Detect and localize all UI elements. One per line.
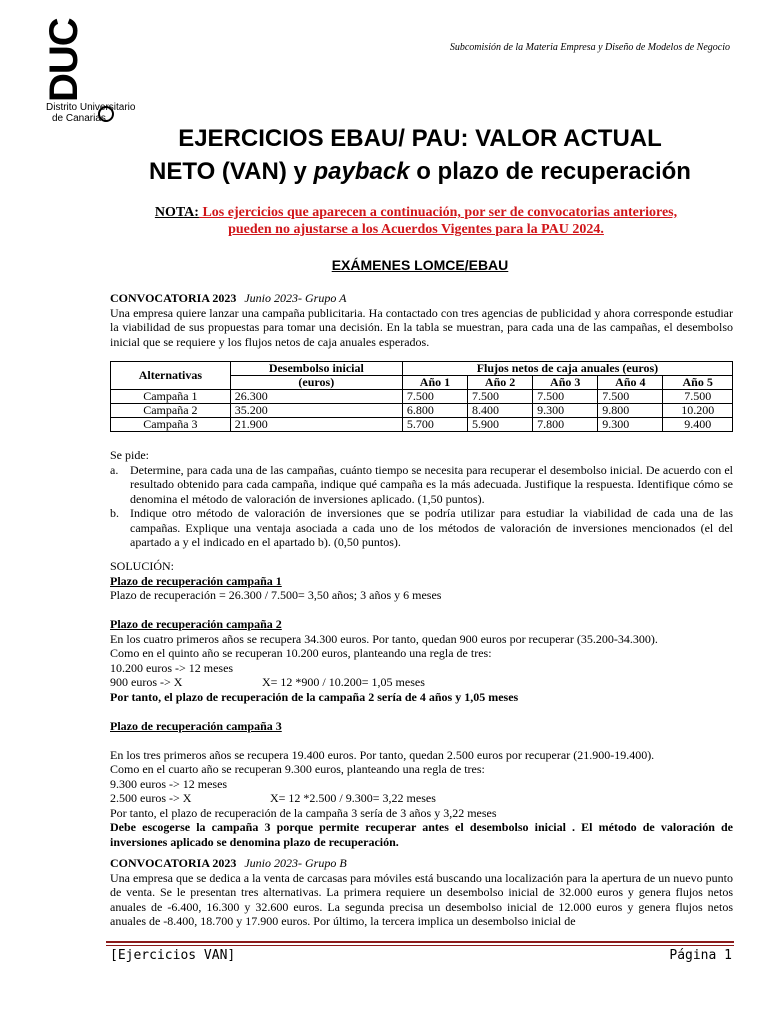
table-row: Campaña 2 35.200 6.800 8.400 9.300 9.800 10.200 bbox=[111, 404, 733, 418]
c3-line: Por tanto, el plazo de recuperación de la campaña 3 sería de 3 años y 3,22 meses bbox=[110, 805, 497, 820]
th-flujos: Flujos netos de caja anuales (euros) bbox=[402, 362, 732, 376]
c2-title: Plazo de recuperación campaña 2 bbox=[110, 617, 282, 631]
conv1-heading: CONVOCATORIA 2023 Junio 2023- Grupo A bbox=[110, 291, 347, 305]
c1-line: Plazo de recuperación = 26.300 / 7.500= 3,50 años; 3 años y 6 meses bbox=[110, 588, 442, 602]
c2-line: En los cuatro primeros años se recupera 34.300 euros. Por tanto, quedan 900 euros por recuperar (35.200-34.300). bbox=[110, 631, 658, 646]
nota-line2: pueden no ajustarse a los Acuerdos Vigentes para la PAU 2024. bbox=[228, 222, 604, 237]
conv2-block bbox=[110, 856, 733, 929]
c3-conclusion: Debe escogerse la campaña 3 porque permite recuperar antes el desembolso inicial . El método de valoración de inversiones aplicado se denomina plazo de recuperación. bbox=[110, 820, 733, 849]
section-title: EXÁMENES LOMCE/EBAU bbox=[331, 257, 509, 273]
campaigns-table bbox=[110, 361, 733, 432]
solucion-label: SOLUCIÓN: bbox=[110, 559, 175, 573]
th-year: Año 4 bbox=[598, 376, 663, 390]
nota-block bbox=[110, 204, 722, 238]
page-title-line1: EJERCICIOS EBAU/ PAU: VALOR ACTUAL bbox=[178, 125, 662, 152]
seal-icon bbox=[98, 106, 114, 122]
nota-line1: Los ejercicios que aparecen a continuación, por ser de convocatorias anteriores, bbox=[198, 205, 678, 220]
th-euros: (euros) bbox=[230, 376, 402, 390]
conv2-intro: Una empresa que se dedica a la venta de carcasas para móviles está buscando una localización para la apertura de un nuevo punto de venta. Se le presentan tres alternativas. La primera requiere un desembolso inicial de 32.000 euros y genera flujos netos anuales de -6.400, 16.300 y 32.600 euros. La segunda precisa un desembolso inicial de 12.000 euros y genera flujos netos anuales de -8.400, 18.700 y 17.900 euros. Por último, la tercera implica un desembolso inicial de bbox=[110, 870, 733, 928]
conv2-heading: CONVOCATORIA 2023 Junio 2023- Grupo B bbox=[110, 856, 347, 870]
footer-divider bbox=[106, 941, 734, 943]
c3-line: 9.300 euros -> 12 meses bbox=[110, 776, 228, 791]
page-title-line2: NETO (VAN) y payback o plazo de recuperación bbox=[149, 158, 691, 185]
th-year: Año 2 bbox=[468, 376, 533, 390]
nota-label: NOTA: bbox=[154, 205, 199, 220]
c3-line: Como en el cuarto año se recuperan 9.300 euros, planteando una regla de tres: bbox=[110, 762, 485, 776]
th-year: Año 3 bbox=[533, 376, 598, 390]
th-year: Año 1 bbox=[402, 376, 467, 390]
footer-divider bbox=[106, 945, 734, 946]
list-item: b. Indique otro método de valoración de inversiones que se podría utilizar para estudiar la viabilidad de cada una de las campañas. Explique una ventaja asociada a cada uno de los métodos de valoración de inversiones mencionados (el del apartado a y el indicado en el apartado b). (0,50 puntos). bbox=[110, 506, 733, 549]
c2-line: 900 euros -> X X= 12 *900 / 10.200= 1,05 meses bbox=[110, 675, 425, 689]
list-item: a. Determine, para cada una de las campañas, cuánto tiempo se necesita para recuperar el desembolso inicial. De acuerdo con el resultado obtenido para cada campaña, indique qué campaña es la más adecuada. Justifique la respuesta. Identifique cómo se denomina el método de valoración de inversiones aplicado. (1,50 puntos). bbox=[110, 462, 733, 506]
c1-title: Plazo de recuperación campaña 1 bbox=[110, 573, 282, 588]
conv1-block bbox=[110, 291, 733, 349]
questions-block bbox=[110, 448, 733, 550]
se-pide: Se pide: bbox=[110, 448, 149, 462]
subcomision-header: Subcomisión de la Materia Empresa y Diseño de Modelos de Negocio bbox=[449, 42, 730, 53]
solution-block bbox=[110, 559, 733, 849]
table-row: Campaña 3 21.900 5.700 5.900 7.800 9.300 9.400 bbox=[111, 418, 733, 432]
conv1-intro: Una empresa quiere lanzar una campaña publicitaria. Ha contactado con tres agencias de publicidad y ahora corresponde estudiar la viabilidad de sus propuestas para tomar una decisión. En la tabla se muestran, para cada una de las campañas, el desembolso inicial que se requiere y los flujos netos de caja anuales esperados. bbox=[110, 305, 733, 349]
th-desembolso: Desembolso inicial bbox=[230, 362, 402, 376]
c3-line: En los tres primeros años se recupera 19.400 euros. Por tanto, quedan 2.500 euros por recuperar (21.900-19.400). bbox=[110, 747, 655, 762]
logo-line2: de Canarias bbox=[52, 113, 106, 124]
logo-letters: DUC bbox=[42, 18, 86, 102]
th-year: Año 5 bbox=[663, 376, 733, 390]
footer-left: [Ejercicios VAN] bbox=[110, 948, 236, 963]
logo-line1: Distrito Universitario bbox=[46, 102, 136, 113]
c3-line: 2.500 euros -> X X= 12 *2.500 / 9.300= 3,22 meses bbox=[110, 791, 436, 805]
c2-line: 10.200 euros -> 12 meses bbox=[110, 660, 234, 675]
table-row: Campaña 1 26.300 7.500 7.500 7.500 7.500 7.500 bbox=[111, 390, 733, 404]
duc-logo bbox=[42, 18, 136, 130]
c2-conclusion: Por tanto, el plazo de recuperación de la campaña 2 sería de 4 años y 1,05 meses bbox=[110, 689, 519, 704]
page-number: Página 1 bbox=[669, 948, 732, 963]
c2-line: Como en el quinto año se recuperan 10.200 euros, planteando una regla de tres: bbox=[110, 646, 492, 660]
c3-title: Plazo de recuperación campaña 3 bbox=[110, 718, 282, 733]
th-alternativas: Alternativas bbox=[111, 362, 231, 390]
